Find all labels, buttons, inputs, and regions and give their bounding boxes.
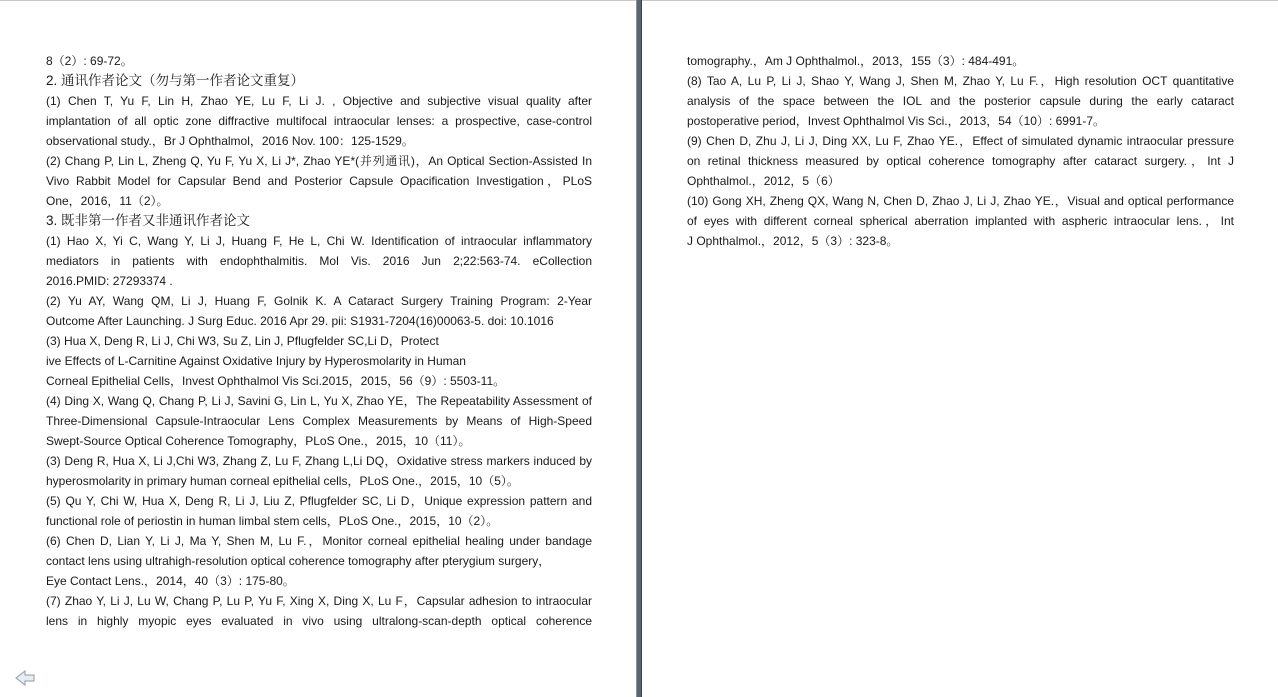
- text-line: Swept-Source Optical Coherence Tomography，PLoS One.，2015，10（11）。: [46, 434, 471, 448]
- page-right: [642, 0, 1278, 697]
- text-line: Vivo Rabbit Model for Capsular Bend and Posterior Capsule Opacification Investigation，PLoS: [46, 174, 592, 188]
- section-heading: 2. 通讯作者论文（勿与第一作者论文重复）: [46, 73, 305, 88]
- text-line: (3) Deng R, Hua X, Li J,Chi W3, Zhang Z, Lu F, Zhang L,Li DQ，Oxidative stress markers induced by: [46, 454, 592, 468]
- text-line: ive Effects of L-Carnitine Against Oxidative Injury by Hyperosmolarity in Human: [46, 354, 466, 368]
- text-line: (8) Tao A, Lu P, Li J, Shao Y, Wang J, Shen M, Zhao Y, Lu F.，High resolution OCT quantitative: [687, 74, 1234, 88]
- text-line: 8（2）: 69-72。: [46, 54, 133, 68]
- text-line: postoperative period，Invest Ophthalmol Vis Sci.，2013，54（10）: 6991-7。: [687, 114, 1106, 128]
- text-line: (4) Ding X, Wang Q, Chang P, Li J, Savini G, Lin L, Yu X, Zhao YE，The Repeatability Assessment of: [46, 394, 592, 408]
- text-line: J Ophthalmol.，2012，5（3）: 323-8。: [687, 234, 899, 248]
- text-line: (2) Chang P, Lin L, Zheng Q, Yu F, Yu X, Li J*, Zhao YE*(并列通讯)，An Optical Section-Assisted In: [46, 154, 592, 168]
- text-line: on retinal thickness measured by optical coherence tomography after cataract surgery.，Int J: [687, 154, 1234, 168]
- text-line: (5) Qu Y, Chi W, Hua X, Deng R, Li J, Liu Z, Pflugfelder SC, Li D，Unique expression pattern and: [46, 494, 592, 508]
- text-line: analysis of the space between the IOL and the posterior capsule during the early cataract: [687, 94, 1234, 108]
- page-left-body: [46, 51, 592, 631]
- text-line: (3) Hua X, Deng R, Li J, Chi W3, Su Z, Lin J, Pflugfelder SC,Li D，Protect: [46, 334, 439, 348]
- text-line: contact lens using ultrahigh-resolution optical coherence tomography after pterygium surgery，: [46, 554, 551, 568]
- page-right-body: [687, 51, 1234, 251]
- text-line: (7) Zhao Y, Li J, Lu W, Chang P, Lu P, Yu F, Xing X, Ding X, Lu F，Capsular adhesion to intraocular: [46, 594, 592, 608]
- section-heading: 3. 既非第一作者又非通讯作者论文: [46, 213, 251, 228]
- text-line: Ophthalmol.，2012，5（6）: [687, 174, 840, 188]
- text-line: (10) Gong XH, Zheng QX, Wang N, Chen D, Zhao J, Li J, Zhao YE.，Visual and optical performance: [687, 194, 1234, 208]
- text-line: Three-Dimensional Capsule-Intraocular Lens Complex Measurements by Means of High-Speed: [46, 414, 592, 428]
- text-line: Eye Contact Lens.，2014，40（3）: 175-80。: [46, 574, 295, 588]
- text-line: tomography.，Am J Ophthalmol.，2013，155（3）: 484-491。: [687, 54, 1025, 68]
- page-left: [0, 0, 636, 697]
- text-line: functional role of periostin in human limbal stem cells，PLoS One.，2015，10（2）。: [46, 514, 499, 528]
- text-line: (6) Chen D, Lian Y, Li J, Ma Y, Shen M, Lu F.，Monitor corneal epithelial healing under bandage: [46, 534, 592, 548]
- text-line: observational study.，Br J Ophthalmol，2016 Nov. 100：125-1529。: [46, 134, 414, 148]
- text-line: Outcome After Launching. J Surg Educ. 2016 Apr 29. pii: S1931-7204(16)00063-5. doi: 10.1016: [46, 314, 554, 328]
- text-line: (2) Yu AY, Wang QM, Li J, Huang F, Golnik K. A Cataract Surgery Training Program: 2-Year: [46, 294, 592, 308]
- text-line: mediators in patients with endophthalmitis. Mol Vis. 2016 Jun 2;22:563-74. eCollection: [46, 254, 592, 268]
- text-line: One，2016，11（2）。: [46, 194, 169, 208]
- text-line: (1) Chen T, Yu F, Lin H, Zhao YE, Lu F, Li J. , Objective and subjective visual quality after: [46, 94, 592, 108]
- text-line: (1) Hao X, Yi C, Wang Y, Li J, Huang F, He L, Chi W. Identification of intraocular inflammatory: [46, 234, 592, 248]
- text-line: Corneal Epithelial Cells，Invest Ophthalmol Vis Sci.2015，2015，56（9）: 5503-11。: [46, 374, 506, 388]
- text-line: hyperosmolarity in primary human corneal epithelial cells，PLoS One.，2015，10（5）。: [46, 474, 519, 488]
- text-line: (9) Chen D, Zhu J, Li J, Ding XX, Lu F, Zhao YE.，Effect of simulated dynamic intraocular pressure: [687, 134, 1234, 148]
- text-line: lens in highly myopic eyes evaluated in vivo using ultralong-scan-depth optical coherence: [46, 614, 592, 628]
- left-arrow-icon[interactable]: [14, 668, 36, 688]
- text-line: of eyes with different corneal spherical aberration implanted with aspheric intraocular lens.，Int: [687, 214, 1234, 228]
- text-line: implantation of all optic zone diffractive multifocal intraocular lenses: a prospective, case-control: [46, 114, 592, 128]
- text-line: 2016.PMID: 27293374 .: [46, 274, 173, 288]
